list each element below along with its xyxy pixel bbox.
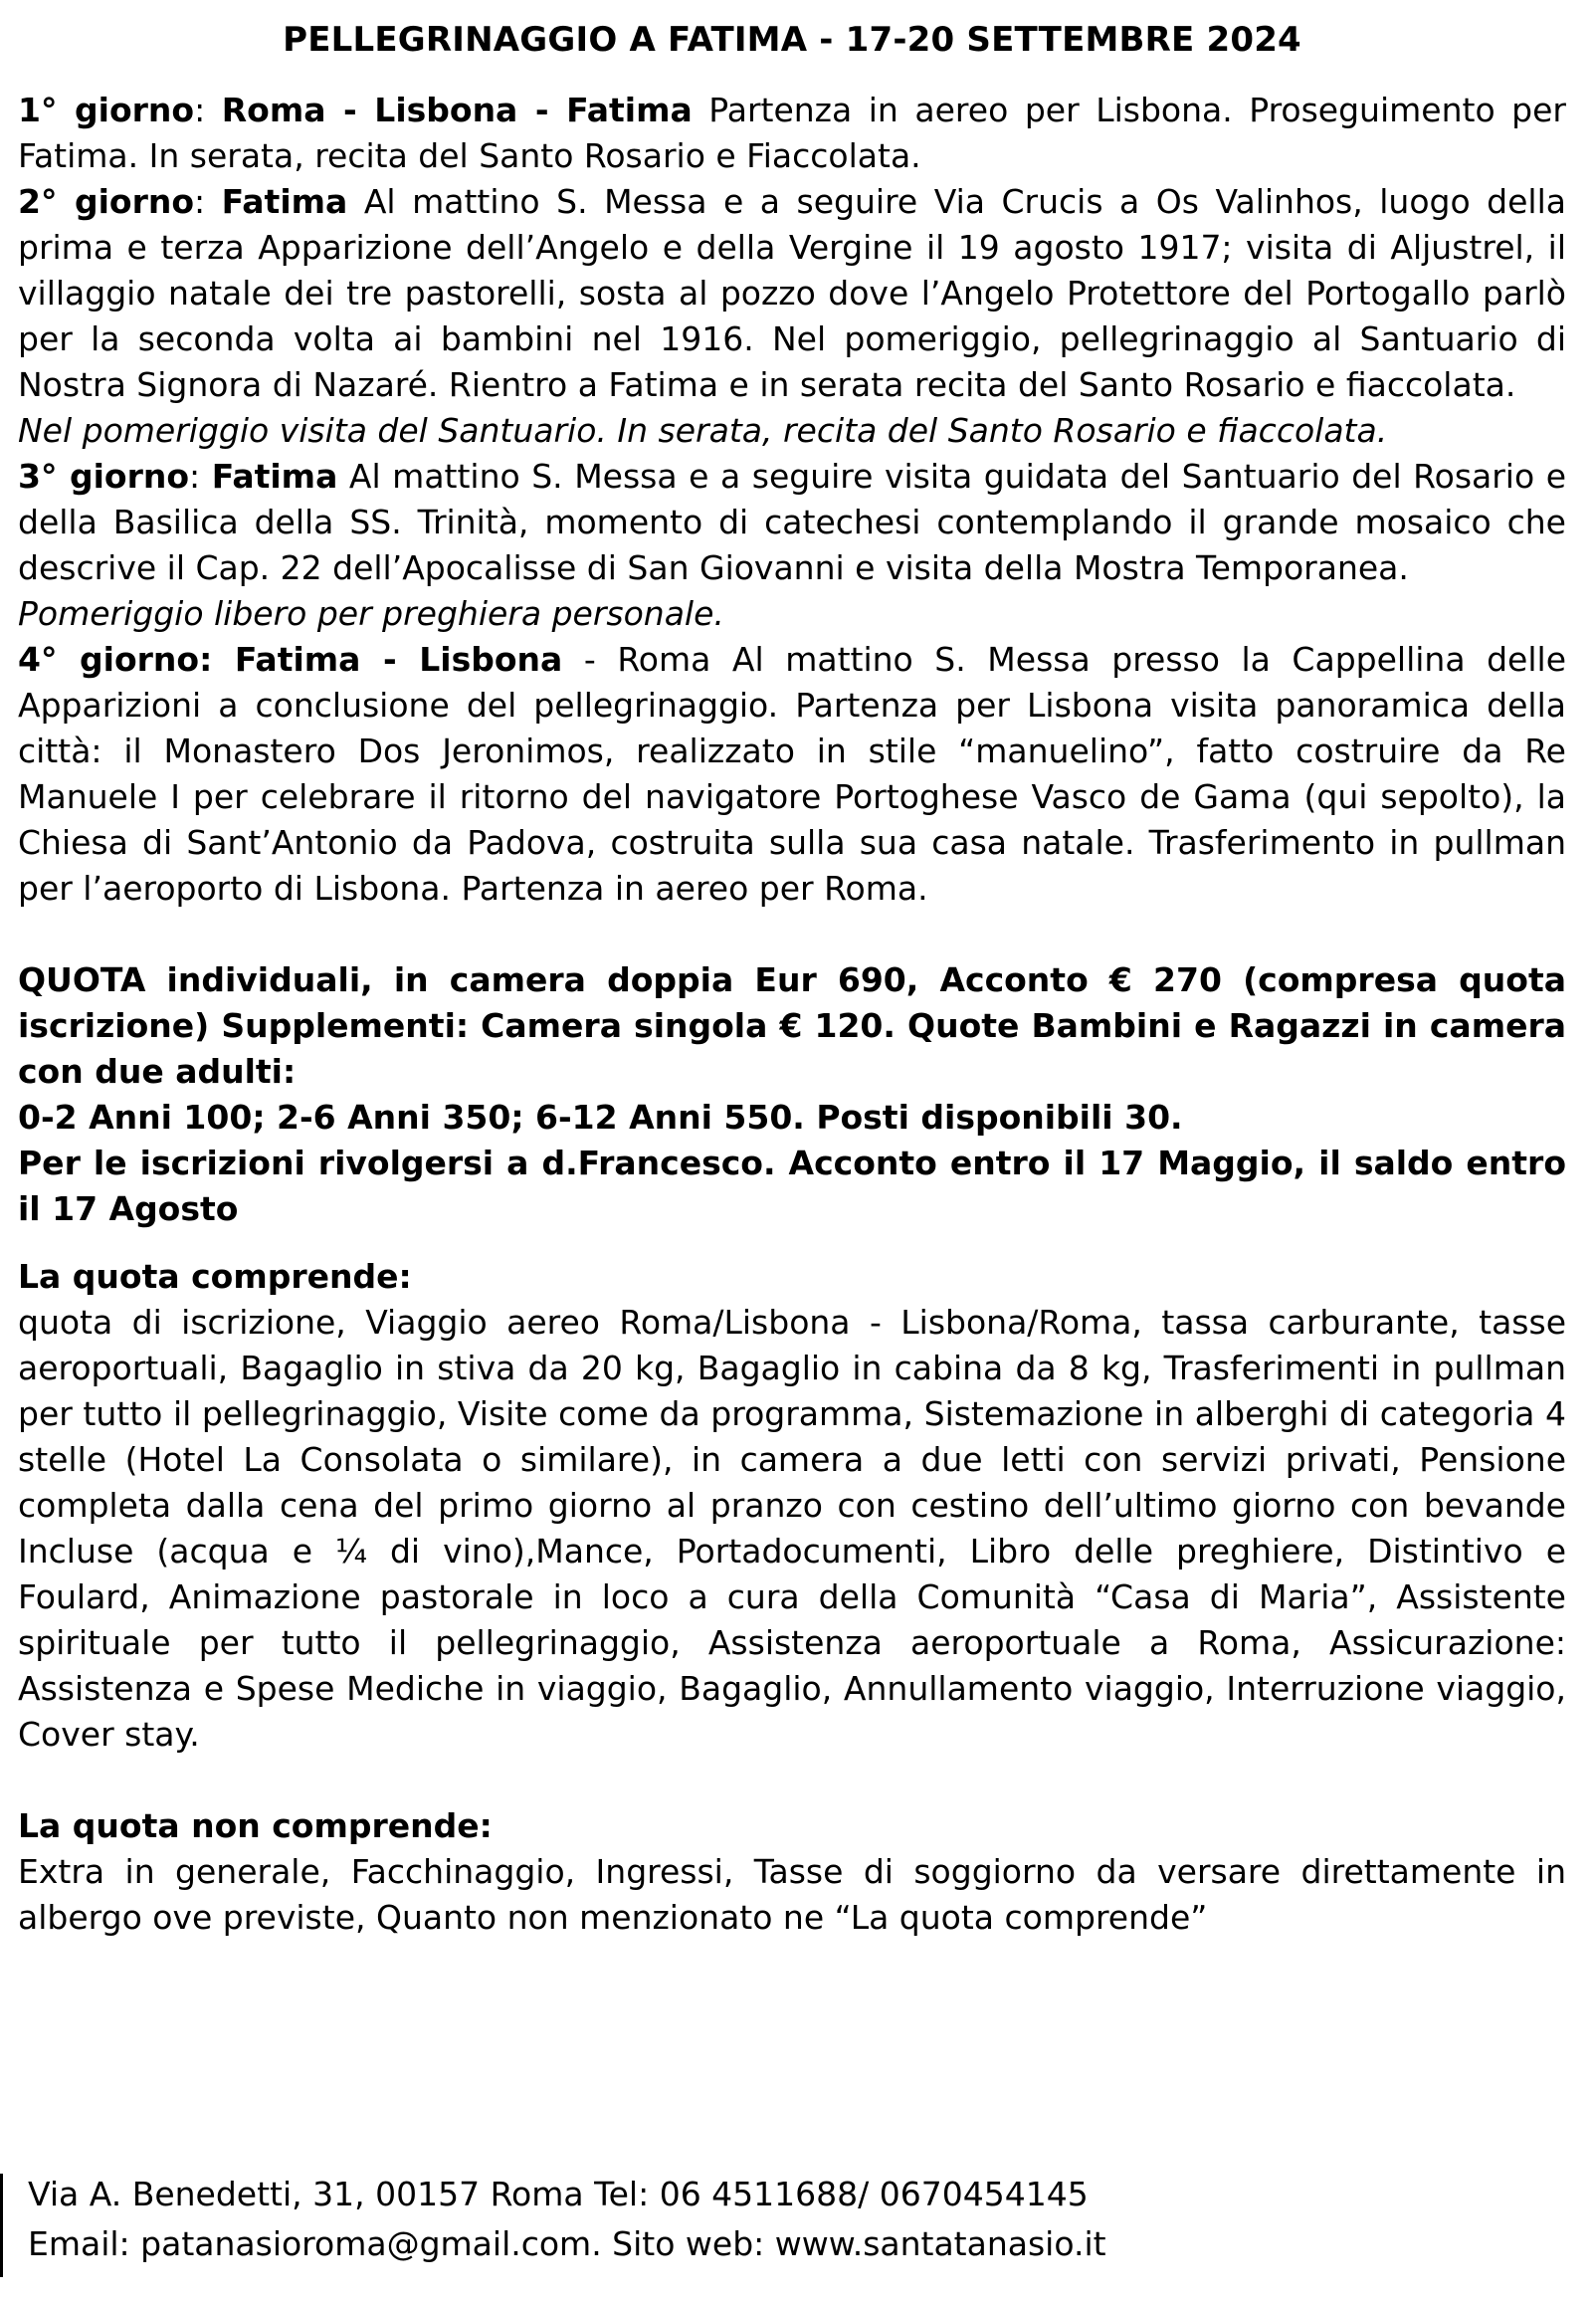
quota-children: 0-2 Anni 100; 2-6 Anni 350; 6-12 Anni 550. Posti disponibili 30.	[18, 1098, 1183, 1137]
spacer	[18, 1758, 1566, 1803]
spacer	[18, 912, 1566, 957]
day1-route: Roma - Lisbona - Fatima	[221, 91, 693, 129]
day3-text: Al mattino S. Messa e a seguire visita guidata del Santuario del Rosario e della Basilica della SS. Trinità, momento di catechesi contemplando il grande mosaico che descrive il Cap. 22 dell’Apocalisse di San Giovanni e visita della Mostra Temporanea.	[18, 457, 1567, 587]
excludes-heading: La quota non comprende:	[18, 1806, 493, 1845]
day3-note: Pomeriggio libero per preghiera personale.	[18, 594, 724, 633]
day2-label: 2° giorno	[18, 182, 195, 221]
includes-heading: La quota comprende:	[18, 1257, 412, 1296]
day2-paragraph	[18, 179, 1566, 408]
quota-main: QUOTA individuali, in camera doppia Eur 690, Acconto € 270 (compresa quota iscrizione) Supplementi: Camera singola € 120. Quote Bambini e Ragazzi in camera con due adulti:	[18, 960, 1566, 1091]
footer-divider	[0, 2174, 3, 2277]
footer-address: Via A. Benedetti, 31, 00157 Roma Tel: 06 4511688/ 0670454145	[28, 2175, 1089, 2213]
day1-text: Partenza in aereo per Lisbona. Proseguimento per Fatima. In serata, recita del Santo Rosario e Fiaccolata.	[18, 91, 1567, 175]
footer-contacts: Email: patanasioroma@gmail.com. Sito web: www.santatanasio.it	[28, 2224, 1106, 2263]
day3-label: 3° giorno	[18, 457, 190, 496]
day4-paragraph	[18, 637, 1566, 912]
day2-note: Nel pomeriggio visita del Santuario. In serata, recita del Santo Rosario e fiaccolata.	[18, 411, 1388, 450]
includes-text: quota di iscrizione, Viaggio aereo Roma/Lisbona - Lisbona/Roma, tassa carburante, tasse aeroportuali, Bagaglio in stiva da 20 kg, Bagaglio in cabina da 8 kg, Trasferimenti in pullman per tutto il pellegrinaggio, Visite come da programma, Sistemazione in alberghi di categoria 4 stelle (Hotel La Consolata o similare), in camera a due letti con servizi privati, Pensione completa dalla cena del primo giorno al pranzo con cestino dell’ultimo giorno con bevande Incluse (acqua e ¼ di vino),Mance, Portadocumenti, Libro delle preghiere, Distintivo e Foulard, Animazione pastorale in loco a cura della Comunità “Casa di Maria”, Assistente spirituale per tutto il pellegrinaggio, Assistenza aeroportuale a Roma, Assicurazione: Assistenza e Spese Mediche in viaggio, Bagaglio, Annullamento viaggio, Interruzione viaggio, Cover stay.	[18, 1303, 1566, 1754]
quota-enrollment: Per le iscrizioni rivolgersi a d.Francesco. Acconto entro il 17 Maggio, il saldo entro il 17 Agosto	[18, 1144, 1566, 1228]
day2-colon: :	[194, 182, 222, 221]
spacer	[18, 1232, 1566, 1254]
day4-text: - Roma Al mattino S. Messa presso la Cappellina delle Apparizioni a conclusione del pellegrinaggio. Partenza per Lisbona visita panoramica della città: il Monastero Dos Jeronimos, realizzato in stile “manuelino”, fatto costruire da Re Manuele I per celebrare il ritorno del navigatore Portoghese Vasco de Gama (qui sepolto), la Chiesa di Sant’Antonio da Padova, costruita sulla sua casa natale. Trasferimento in pullman per l’aeroporto di Lisbona. Partenza in aereo per Roma.	[18, 640, 1566, 908]
day1-colon: :	[194, 91, 222, 129]
day3-colon: :	[189, 457, 212, 496]
day3-paragraph	[18, 454, 1566, 591]
footer	[0, 2172, 1596, 2291]
day1-label: 1° giorno	[18, 91, 195, 129]
day3-route: Fatima	[211, 457, 338, 496]
day2-route: Fatima	[221, 182, 348, 221]
document-page	[18, 18, 1566, 1941]
day1-paragraph	[18, 88, 1566, 179]
page-title: PELLEGRINAGGIO A FATIMA - 17-20 SETTEMBRE 2024	[283, 20, 1301, 60]
day4-label: 4° giorno: Fatima - Lisbona	[18, 640, 563, 679]
excludes-text: Extra in generale, Facchinaggio, Ingressi, Tasse di soggiorno da versare direttamente in albergo ove previste, Quanto non menzionato ne “La quota comprende”	[18, 1852, 1566, 1937]
day2-text: Al mattino S. Messa e a seguire Via Crucis a Os Valinhos, luogo della prima e terza Apparizione dell’Angelo e della Vergine il 19 agosto 1917; visita di Aljustrel, il villaggio natale dei tre pastorelli, sosta al pozzo dove l’Angelo Protettore del Portogallo parlò per la seconda volta ai bambini nel 1916. Nel pomeriggio, pellegrinaggio al Santuario di Nostra Signora di Nazaré. Rientro a Fatima e in serata recita del Santo Rosario e fiaccolata.	[18, 182, 1566, 404]
